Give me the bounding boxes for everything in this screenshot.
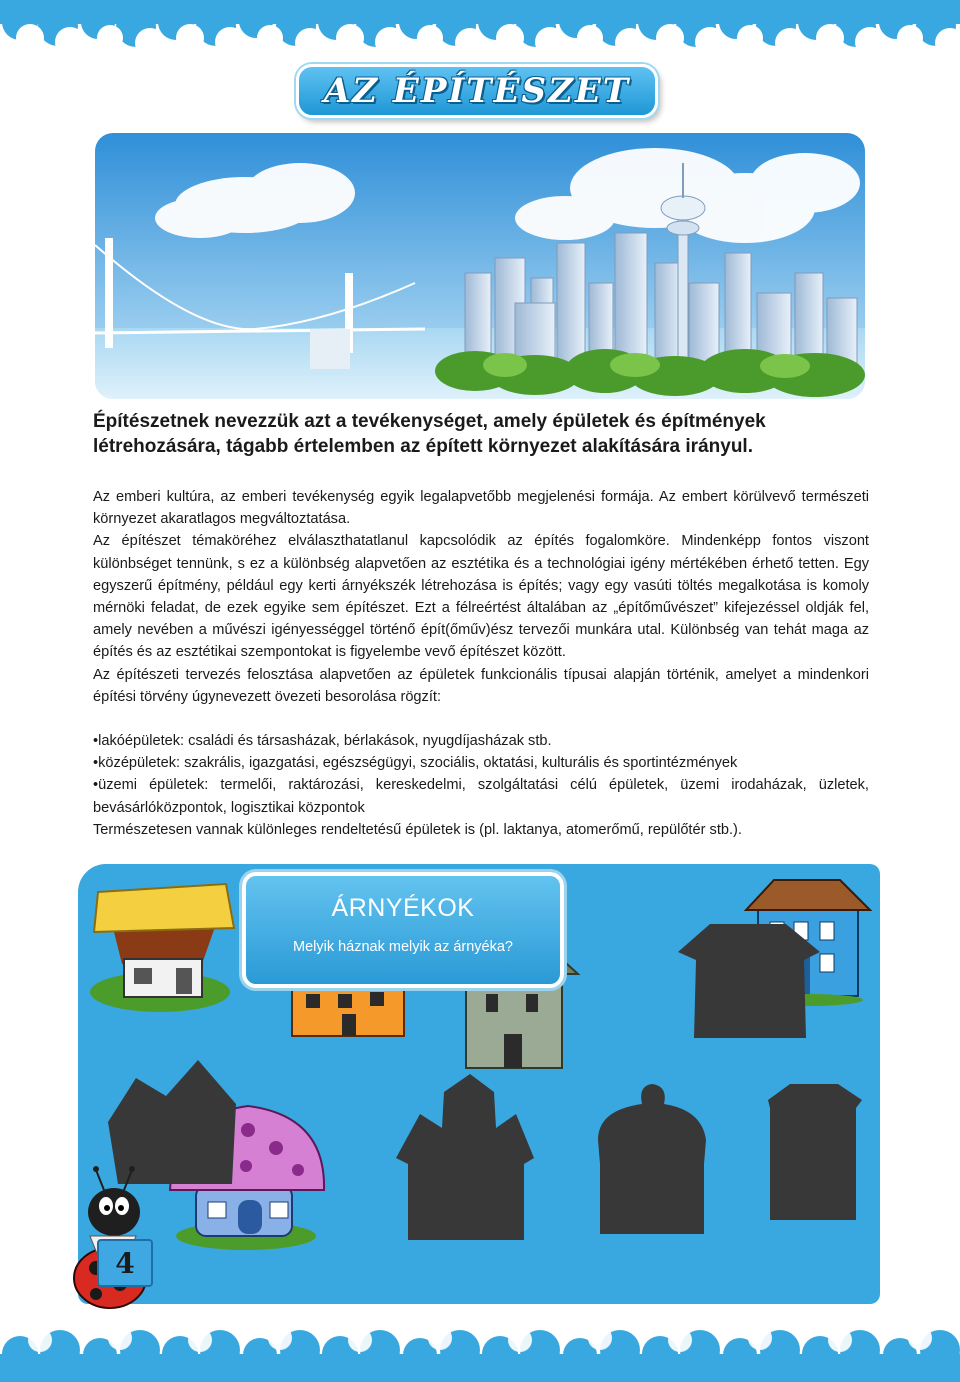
shadow-mushroom[interactable] bbox=[598, 1084, 706, 1234]
intro-paragraph: Építészetnek nevezzük azt a tevékenységet, amely épületek és építmények létrehozására, tágabb értelemben az épített környezet alakítására irányul. bbox=[93, 411, 766, 457]
page-number: 4 bbox=[115, 1246, 135, 1280]
prompt-card bbox=[242, 872, 564, 988]
ladybug-mascot-icon bbox=[66, 1160, 162, 1310]
closing-paragraph: Természetesen vannak különleges rendeltetésű épületek is (pl. laktanya, atomerőmű, repülőtér stb.). bbox=[93, 821, 742, 838]
activity-question: Melyik háznak melyik az árnyéka? bbox=[292, 939, 513, 955]
list-item: •lakóépületek: családi és társasházak, bérlakások, nyugdíjasházak stb. bbox=[93, 733, 552, 750]
body-text bbox=[93, 486, 869, 841]
city-illustration bbox=[95, 133, 865, 399]
list-item: •üzemi épületek: termelői, raktározási, kereskedelmi, szolgáltatási célú épületek, üzemi irodaházak, üzletek, bevásárlóközpontok, logisztikai központok bbox=[93, 777, 869, 816]
body-paragraph: Az építészeti tervezés felosztása alapvetően az épületek funkcionális típusai alapján történik, amelyet a mindenkori építési törvény úgynevezett övezeti besorolása rögzít: bbox=[93, 666, 869, 705]
shadow-orange-house[interactable] bbox=[768, 1084, 862, 1220]
body-paragraph: Az emberi kultúra, az emberi tevékenység egyik legalapvetőbb megjelenési formája. Az embert körülvevő természeti környezet akaratlagos megváltoztatása. bbox=[93, 489, 869, 528]
title-banner bbox=[296, 64, 658, 118]
page-number-badge bbox=[97, 1239, 153, 1287]
shadow-blue-house[interactable] bbox=[678, 924, 820, 1038]
shadow-castle[interactable] bbox=[396, 1074, 534, 1240]
activity-title: ÁRNYÉKOK bbox=[331, 894, 475, 922]
page-title: AZ ÉPÍTÉSZET bbox=[323, 71, 631, 111]
house-cottage[interactable] bbox=[90, 884, 234, 1012]
body-paragraph: Az építészet témaköréhez elválaszthatatlanul kapcsolódik az építés fogalomköre. Mindenképp fontos viszont különbséget tennünk, s ez a különbség alapvetően az esztétika és a technológiai igény mértékében érhető tetten. Egy egyszerű építmény, például egy kerti árnyékszék létrehozása is építés; vagy egy vasúti töltés megalkotása is komoly mérnöki feladat, de ezek egyike sem építészet. Ezt a félreértést általában az „építőművészet” kifejezéssel oldják fel, amely nevében a művészi igényességgel történő épít(őműv)ész tervezői munkára utal. Különbség van tehát maga az építés és az esztétikai szempontokat is figyelembe vevő építészet között. bbox=[93, 533, 869, 661]
bottom-cloud-border bbox=[0, 1310, 960, 1382]
top-cloud-border bbox=[0, 0, 960, 58]
list-item: •középületek: szakrális, igazgatási, egészségügyi, szociális, oktatási, kulturális és sportintézmények bbox=[93, 755, 738, 772]
